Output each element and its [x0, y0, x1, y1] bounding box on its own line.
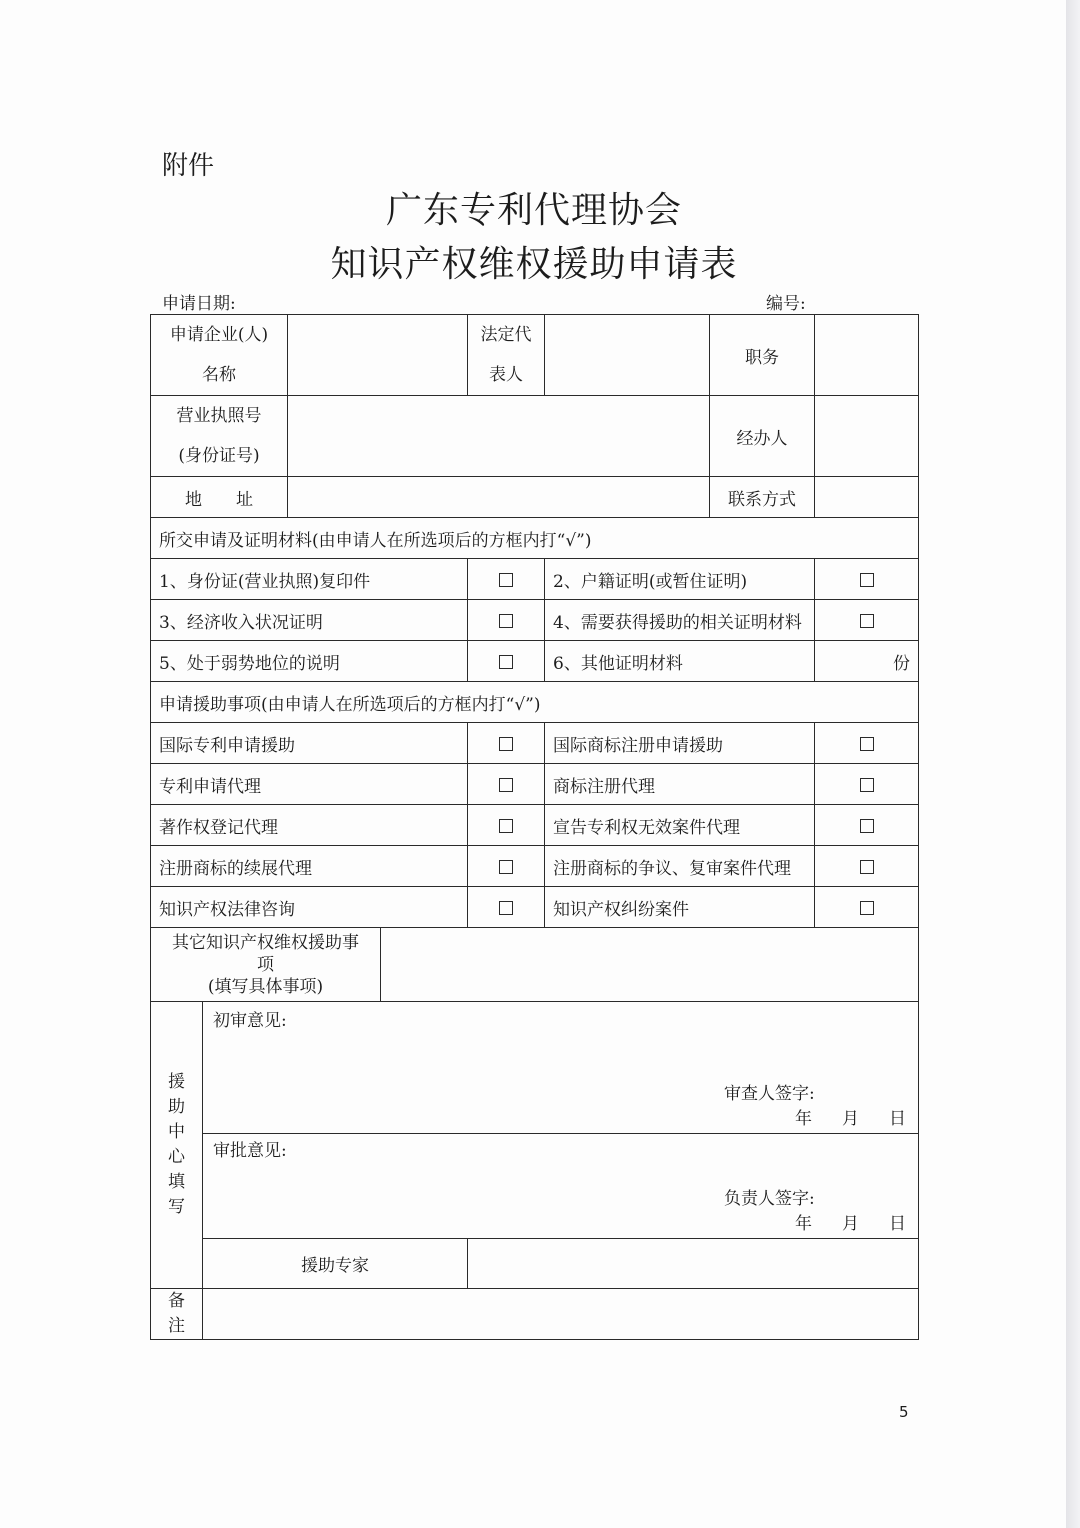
remarks-field[interactable]: [203, 1289, 919, 1340]
approval-row: [151, 1134, 919, 1239]
materials-row: [151, 559, 919, 600]
assistance-item: 注册商标的续展代理: [151, 846, 468, 887]
title-line-1: 广东专利代理协会: [385, 190, 682, 231]
assistance-checkbox[interactable]: [815, 887, 919, 928]
materials-heading: 所交申请及证明材料(由申请人在所选项后的方框内打“√”): [151, 518, 919, 559]
assistance-item: 宣告专利权无效案件代理: [545, 805, 815, 846]
checkbox-square-icon: [499, 737, 513, 751]
material-checkbox[interactable]: [468, 559, 545, 600]
checkbox-square-icon: [499, 655, 513, 669]
assistance-row: [151, 805, 919, 846]
approval-label: 审批意见:: [213, 1141, 287, 1161]
assistance-item: 专利申请代理: [151, 764, 468, 805]
assistance-item: 注册商标的争议、复审案件代理: [545, 846, 815, 887]
application-date-label: 申请日期:: [162, 294, 236, 314]
material-item: 3、经济收入状况证明: [151, 600, 468, 641]
material-checkbox[interactable]: [468, 641, 545, 682]
assistance-item: 著作权登记代理: [151, 805, 468, 846]
date-year-label: 年: [795, 1214, 812, 1234]
expert-label: 援助专家: [203, 1239, 468, 1289]
legal-rep-field[interactable]: [545, 315, 710, 396]
title-line-2: 知识产权维权援助申请表: [330, 244, 738, 285]
date-day-label: 日: [889, 1109, 906, 1129]
checkbox-square-icon: [860, 573, 874, 587]
material-checkbox[interactable]: [468, 600, 545, 641]
initial-review-row: [151, 1002, 919, 1134]
initial-review-field[interactable]: [203, 1002, 919, 1134]
assistance-row: [151, 846, 919, 887]
page-number: 5: [899, 1403, 909, 1421]
assistance-heading-row: [151, 682, 919, 723]
serial-number-label: 编号:: [766, 294, 806, 314]
other-assistance-label: 其它知识产权维权援助事 项 (填写具体事项): [151, 928, 381, 1002]
contact-label: 联系方式: [710, 477, 815, 518]
assistance-row: [151, 764, 919, 805]
expert-row: [151, 1239, 919, 1289]
assistance-checkbox[interactable]: [815, 805, 919, 846]
license-row: [151, 396, 919, 477]
legal-rep-label: 法定代 表人: [468, 315, 545, 396]
leader-sign-label: 负责人签字:: [724, 1189, 815, 1209]
assistance-item: 商标注册代理: [545, 764, 815, 805]
materials-heading-row: [151, 518, 919, 559]
date-year-label: 年: [795, 1109, 812, 1129]
checkbox-square-icon: [860, 778, 874, 792]
expert-field[interactable]: [468, 1239, 919, 1289]
center-fill-label: 援 助 中 心 填 写: [151, 1002, 203, 1289]
remarks-row: [151, 1289, 919, 1340]
material-copies-field[interactable]: 份: [815, 641, 919, 682]
assistance-row: [151, 887, 919, 928]
assistance-checkbox[interactable]: [468, 805, 545, 846]
other-assistance-row: [151, 928, 919, 1002]
handler-field[interactable]: [815, 396, 919, 477]
materials-row: [151, 600, 919, 641]
applicant-name-row: [151, 315, 919, 396]
materials-row: [151, 641, 919, 682]
checkbox-square-icon: [499, 778, 513, 792]
page-edge: [1066, 0, 1080, 1528]
checkbox-square-icon: [860, 860, 874, 874]
assistance-item: 国际商标注册申请援助: [545, 723, 815, 764]
checkbox-square-icon: [860, 737, 874, 751]
approval-field[interactable]: [203, 1134, 919, 1239]
address-field[interactable]: [288, 477, 710, 518]
reviewer-sign-label: 审查人签字:: [724, 1084, 815, 1104]
checkbox-square-icon: [499, 819, 513, 833]
date-day-label: 日: [889, 1214, 906, 1234]
assistance-item: 知识产权法律咨询: [151, 887, 468, 928]
date-month-label: 月: [842, 1109, 859, 1129]
material-checkbox[interactable]: [815, 559, 919, 600]
assistance-checkbox[interactable]: [815, 846, 919, 887]
assistance-heading: 申请援助事项(由申请人在所选项后的方框内打“√”): [151, 682, 919, 723]
material-item: 5、处于弱势地位的说明: [151, 641, 468, 682]
application-form-table: [150, 314, 919, 1340]
address-row: [151, 477, 919, 518]
checkbox-square-icon: [499, 573, 513, 587]
material-item: 2、户籍证明(或暂住证明): [545, 559, 815, 600]
assistance-checkbox[interactable]: [815, 764, 919, 805]
contact-field[interactable]: [815, 477, 919, 518]
assistance-checkbox[interactable]: [468, 887, 545, 928]
assistance-checkbox[interactable]: [468, 723, 545, 764]
material-item: 1、身份证(营业执照)复印件: [151, 559, 468, 600]
assistance-checkbox[interactable]: [468, 846, 545, 887]
checkbox-square-icon: [499, 901, 513, 915]
date-month-label: 月: [842, 1214, 859, 1234]
checkbox-square-icon: [860, 901, 874, 915]
assistance-row: [151, 723, 919, 764]
other-assistance-field[interactable]: [381, 928, 919, 1002]
checkbox-square-icon: [860, 819, 874, 833]
assistance-checkbox[interactable]: [468, 764, 545, 805]
applicant-name-field[interactable]: [288, 315, 468, 396]
address-label: 地 址: [151, 477, 288, 518]
checkbox-square-icon: [499, 614, 513, 628]
material-item: 4、需要获得援助的相关证明材料: [545, 600, 815, 641]
remarks-label: 备 注: [151, 1289, 203, 1340]
handler-label: 经办人: [710, 396, 815, 477]
checkbox-square-icon: [499, 860, 513, 874]
applicant-name-label: 申请企业(人) 名称: [151, 315, 288, 396]
license-label: 营业执照号 (身份证号): [151, 396, 288, 477]
assistance-item: 国际专利申请援助: [151, 723, 468, 764]
assistance-item: 知识产权纠纷案件: [545, 887, 815, 928]
material-item: 6、其他证明材料: [545, 641, 815, 682]
position-field[interactable]: [815, 315, 919, 396]
attachment-label: 附件: [162, 151, 215, 181]
assistance-checkbox[interactable]: [815, 723, 919, 764]
license-field[interactable]: [288, 396, 710, 477]
checkbox-square-icon: [860, 614, 874, 628]
initial-review-label: 初审意见:: [213, 1011, 287, 1031]
position-label: 职务: [710, 315, 815, 396]
material-checkbox[interactable]: [815, 600, 919, 641]
